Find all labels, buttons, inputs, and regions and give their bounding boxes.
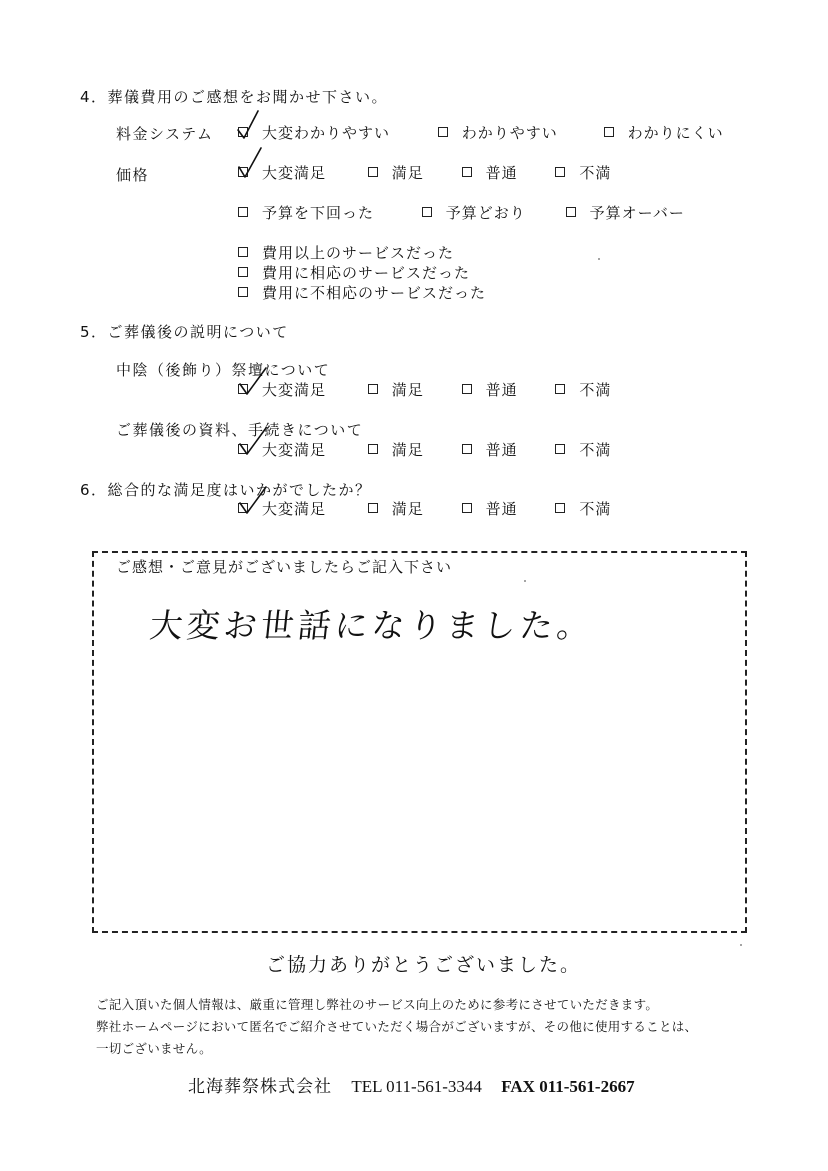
checkbox[interactable] xyxy=(238,384,248,394)
option-neutral[interactable]: 普通 xyxy=(462,439,550,460)
checkbox[interactable] xyxy=(438,127,448,137)
q6-title: 6．総合的な満足度はいかがでしたか？ xyxy=(80,481,372,499)
option-very-satisfied[interactable]: 大変満足 xyxy=(238,498,362,519)
checkbox[interactable] xyxy=(555,167,565,177)
checkbox[interactable] xyxy=(604,127,614,137)
checkbox[interactable] xyxy=(555,384,565,394)
checkbox[interactable] xyxy=(238,127,248,137)
option-very-clear[interactable]: 大変わかりやすい xyxy=(238,122,432,143)
checkbox[interactable] xyxy=(422,207,432,217)
pricing-system-label: 料金システム xyxy=(116,125,214,143)
altar-options xyxy=(238,379,611,400)
thanks-message: ご協力ありがとうございました。 xyxy=(266,954,582,976)
option-neutral[interactable]: 普通 xyxy=(462,498,550,519)
checkbox[interactable] xyxy=(368,444,378,454)
option-satisfied[interactable]: 満足 xyxy=(368,162,456,183)
option-satisfied[interactable]: 満足 xyxy=(368,439,456,460)
checkbox[interactable] xyxy=(462,167,472,177)
option-dissatisfied[interactable]: 不満 xyxy=(555,498,611,519)
option-satisfied[interactable]: 満足 xyxy=(368,379,456,400)
docs-options xyxy=(238,439,611,460)
scan-speck xyxy=(598,258,600,260)
checkbox[interactable] xyxy=(238,167,248,177)
budget-options xyxy=(238,202,685,223)
checkbox[interactable] xyxy=(555,503,565,513)
value-option-2[interactable]: 費用に相応のサービスだった xyxy=(238,262,470,283)
checkbox[interactable] xyxy=(238,444,248,454)
value-option-3[interactable]: 費用に不相応のサービスだった xyxy=(238,282,486,303)
price-label: 価格 xyxy=(116,166,150,184)
docs-label: ご葬儀後の資料、手続きについて xyxy=(116,421,364,439)
scan-speck xyxy=(740,944,742,946)
option-on-budget[interactable]: 予算どおり xyxy=(422,202,560,223)
checkbox[interactable] xyxy=(462,384,472,394)
handwritten-comment: 大変お世話になりました。 xyxy=(147,606,596,645)
checkbox[interactable] xyxy=(238,287,248,297)
option-neutral[interactable]: 普通 xyxy=(462,162,550,183)
checkbox[interactable] xyxy=(368,384,378,394)
privacy-notice-line-1: ご記入頂いた個人情報は、厳重に管理し弊社のサービス向上のために参考にさせていただきます。 xyxy=(96,997,659,1012)
q4-title: 4．葬儀費用のご感想をお聞かせ下さい。 xyxy=(80,88,389,106)
footer xyxy=(188,1072,635,1097)
checkbox[interactable] xyxy=(238,207,248,217)
checkbox[interactable] xyxy=(555,444,565,454)
value-option-1[interactable]: 費用以上のサービスだった xyxy=(238,242,454,263)
checkbox[interactable] xyxy=(238,247,248,257)
altar-label: 中陰（後飾り）祭壇について xyxy=(116,361,331,379)
option-clear[interactable]: わかりやすい xyxy=(438,122,598,143)
option-over-budget[interactable]: 予算オーバー xyxy=(566,202,685,223)
comment-label: ご感想・ご意見がございましたらご記入下さい xyxy=(116,558,453,576)
option-very-satisfied[interactable]: 大変満足 xyxy=(238,379,362,400)
privacy-notice-line-3: 一切ございません。 xyxy=(96,1041,212,1056)
checkbox[interactable] xyxy=(368,167,378,177)
checkbox[interactable] xyxy=(238,267,248,277)
checkbox[interactable] xyxy=(368,503,378,513)
q5-title: 5．ご葬儀後の説明について xyxy=(80,323,289,341)
tel-number: TEL 011-561-3344 xyxy=(351,1077,482,1096)
option-very-satisfied[interactable]: 大変満足 xyxy=(238,439,362,460)
fax-number: FAX 011-561-2667 xyxy=(501,1077,635,1096)
checkbox[interactable] xyxy=(238,503,248,513)
checkbox[interactable] xyxy=(462,444,472,454)
option-dissatisfied[interactable]: 不満 xyxy=(555,379,611,400)
company-name: 北海葬祭株式会社 xyxy=(188,1077,332,1097)
option-dissatisfied[interactable]: 不満 xyxy=(555,162,611,183)
pricing-system-options xyxy=(238,122,724,143)
option-satisfied[interactable]: 満足 xyxy=(368,498,456,519)
privacy-notice-line-2: 弊社ホームページにおいて匿名でご紹介させていただく場合がございますが、その他に使用することは、 xyxy=(96,1019,698,1034)
option-neutral[interactable]: 普通 xyxy=(462,379,550,400)
checkbox[interactable] xyxy=(566,207,576,217)
option-dissatisfied[interactable]: 不満 xyxy=(555,439,611,460)
scan-speck xyxy=(524,580,526,582)
option-very-satisfied[interactable]: 大変満足 xyxy=(238,162,362,183)
option-under-budget[interactable]: 予算を下回った xyxy=(238,202,416,223)
checkbox[interactable] xyxy=(462,503,472,513)
q6-options xyxy=(238,498,611,519)
option-unclear[interactable]: わかりにくい xyxy=(604,122,724,143)
price-options xyxy=(238,162,611,183)
